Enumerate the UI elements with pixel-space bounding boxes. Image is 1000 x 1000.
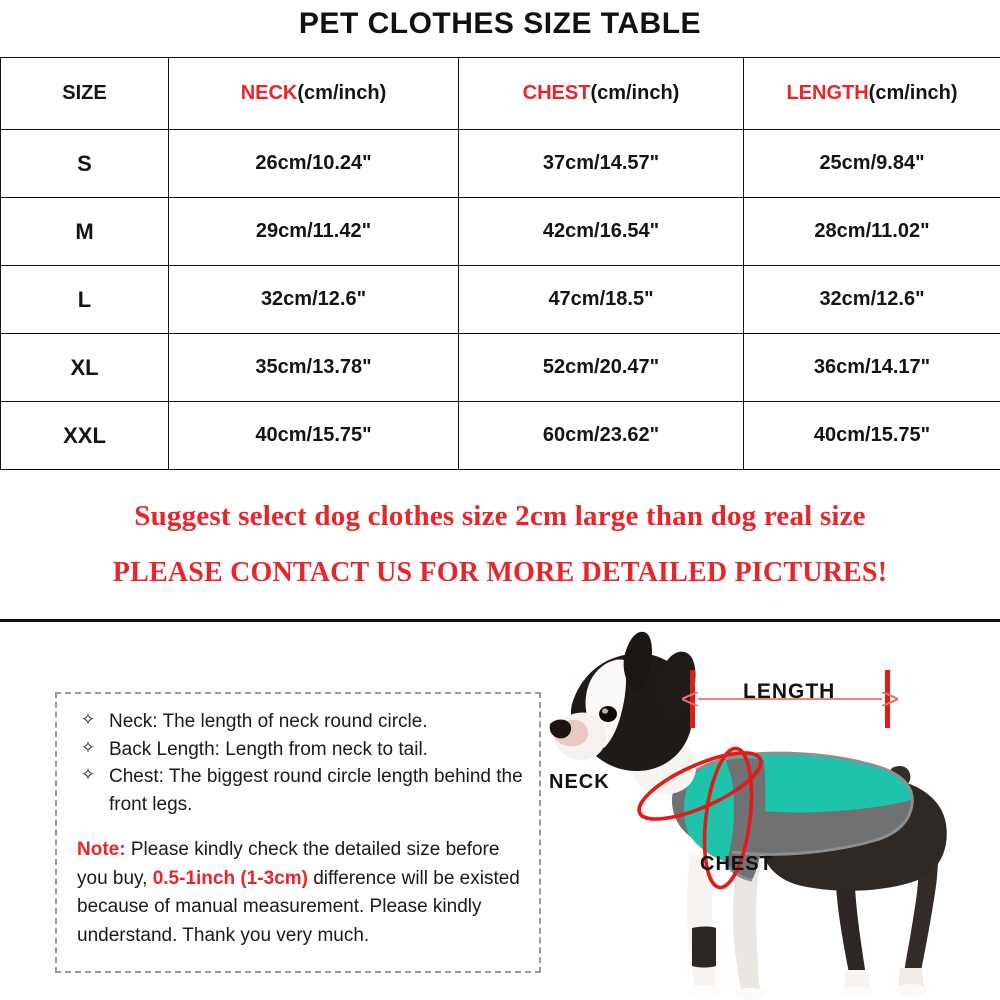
table-row [1,130,1000,198]
column-header-neck-unit: (cm/inch) [297,82,387,104]
table-row [1,266,1000,334]
column-header-length-unit: (cm/inch) [868,82,958,104]
list-item-label: Chest: The biggest round circle length behind the front legs. [109,766,523,815]
diamond-star-icon: ✧ [80,710,96,729]
column-header-length-label: LENGTH [786,82,869,104]
measurement-bullet-list [67,708,523,818]
cell-length: 32cm/12.6" [744,266,1000,334]
measurement-info-box [55,692,541,973]
cell-chest: 37cm/14.57" [459,130,744,198]
neck-label: NECK [549,771,610,793]
list-item [67,736,523,764]
column-header-length [744,58,1000,130]
column-header-chest [459,58,744,130]
cell-size: XL [1,334,169,402]
cell-neck: 26cm/10.24" [169,130,459,198]
size-table-body [1,130,1000,470]
size-table [0,57,1000,470]
column-header-chest-unit: (cm/inch) [590,82,680,104]
column-header-size-label: SIZE [62,82,107,104]
dog-measurement-illustration [540,628,1000,1000]
cell-neck: 32cm/12.6" [169,266,459,334]
diamond-star-icon: ✧ [80,765,96,785]
cell-size: S [1,130,169,198]
chest-label: CHEST [700,853,773,875]
note-tolerance-emphasis: 0.5-1inch (1-3cm) [152,867,308,889]
cell-neck: 35cm/13.78" [169,334,459,402]
list-item-label: Neck: The length of neck round circle. [109,711,428,732]
cell-length: 40cm/15.75" [744,402,1000,470]
note-text-part1: Please kindly check the detailed size before you buy, [77,839,500,889]
diamond-star-icon: ✧ [80,737,96,757]
suggestion-notice: Suggest select dog clothes size 2cm large than dog real size [134,500,866,532]
length-label: LENGTH [743,680,836,703]
cell-chest: 52cm/20.47" [459,334,744,402]
list-item [67,708,523,736]
cell-size: M [1,198,169,266]
note-paragraph [67,836,523,950]
page-title: PET CLOTHES SIZE TABLE [298,7,702,40]
list-item [67,763,523,818]
cell-chest: 60cm/23.62" [459,402,744,470]
table-row [1,402,1000,470]
section-divider [0,619,1000,622]
cell-chest: 42cm/16.54" [459,198,744,266]
cell-length: 25cm/9.84" [744,130,1000,198]
cell-size: L [1,266,169,334]
column-header-neck [169,58,459,130]
cell-chest: 47cm/18.5" [459,266,744,334]
column-header-size [1,58,169,130]
dog-head [550,632,696,771]
contact-notice: PLEASE CONTACT US FOR MORE DETAILED PICTURES! [112,557,888,588]
cell-neck: 40cm/15.75" [169,402,459,470]
cell-neck: 29cm/11.42" [169,198,459,266]
list-item-label: Back Length: Length from neck to tail. [109,738,428,760]
note-text-part2: difference will be existed because of manual measurement. Please kindly understand. Thank you very much. [77,867,520,946]
cell-length: 36cm/14.17" [744,334,1000,402]
note-label: Note: [77,839,126,861]
table-row [1,198,1000,266]
table-row [1,334,1000,402]
column-header-neck-label: NECK [240,82,298,104]
cell-size: XXL [1,402,169,470]
table-header-row [1,58,1000,130]
column-header-chest-label: CHEST [522,82,591,104]
cell-length: 28cm/11.02" [744,198,1000,266]
